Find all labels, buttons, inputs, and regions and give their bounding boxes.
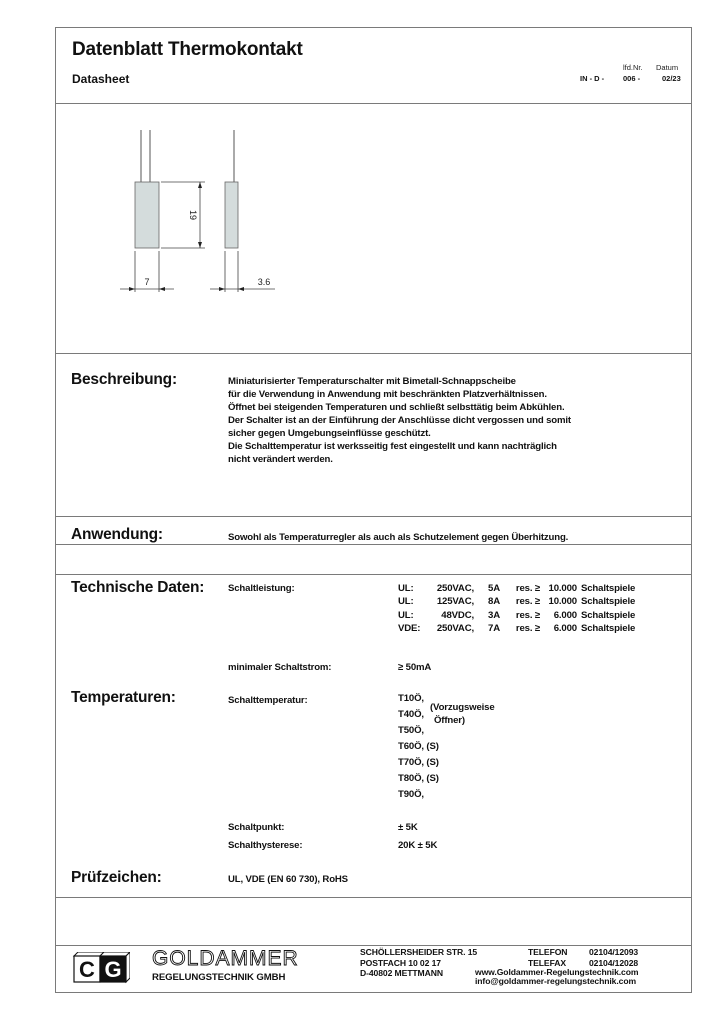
- footer-address: [360, 947, 477, 979]
- schaltleistung-label: Schaltleistung:: [228, 583, 295, 594]
- telefax-value: 02104/12028: [589, 957, 639, 968]
- telefon-label: TELEFON: [528, 947, 568, 957]
- divider-header: [56, 103, 691, 104]
- body-front-view: [135, 182, 159, 248]
- divider-specs: [56, 897, 691, 898]
- beschreibung-line: sicher gegen Umgebungseinflüsse geschützt.: [228, 428, 431, 439]
- address-city: D-40802 METTMANN: [360, 968, 443, 978]
- company-name: GOLDAMMER: [152, 947, 299, 970]
- min-schaltstrom-value: ≥ 50mA: [398, 662, 432, 673]
- dim-width-label: 7: [144, 277, 150, 287]
- dim-height-label: 19: [188, 209, 198, 221]
- company-subname: REGELUNGSTECHNIK GMBH: [152, 972, 286, 983]
- temp-value: T70Ö, (S): [398, 757, 439, 768]
- schaltpunkt-value: ± 5K: [398, 822, 418, 833]
- temp-value: T10Ö,: [398, 693, 424, 704]
- dim-thickness-label: 3.6: [257, 277, 271, 287]
- page-subtitle: Datasheet: [72, 72, 130, 86]
- page-title: Datenblatt Thermokontakt: [72, 39, 303, 60]
- schalttemperatur-label: Schalttemperatur:: [228, 695, 308, 706]
- body-side-view: [225, 182, 238, 248]
- divider-anwendung-top: [56, 544, 691, 545]
- datum-value: 02/23: [662, 74, 681, 83]
- temp-value: T40Ö,: [398, 709, 424, 720]
- datum-label: Datum: [656, 63, 679, 72]
- temp-value: T90Ö,: [398, 789, 424, 800]
- min-schaltstrom-label: minimaler Schaltstrom:: [228, 662, 332, 673]
- schalthysterese-value: 20K ± 5K: [398, 840, 438, 851]
- schaltleistung-table: [398, 583, 661, 637]
- telefon-value: 02104/12093: [589, 947, 639, 957]
- heading-technische-daten: Technische Daten:: [71, 579, 205, 596]
- schalthysterese-label: Schalthysterese:: [228, 840, 303, 851]
- heading-anwendung: Anwendung:: [71, 526, 163, 543]
- pruefzeichen-text: UL, VDE (EN 60 730), RoHS: [228, 874, 348, 885]
- beschreibung-line: Öffnet bei steigenden Temperaturen und schließt selbsttätig beim Abkühlen.: [228, 402, 565, 413]
- beschreibung-line: Miniaturisierter Temperaturschalter mit Bimetall-Schnappscheibe: [228, 376, 516, 387]
- temp-value: T80Ö, (S): [398, 773, 439, 784]
- anwendung-text: Sowohl als Temperaturregler als auch als Schutzelement gegen Überhitzung.: [228, 532, 569, 543]
- divider-anwendung-bottom: [56, 574, 691, 575]
- temp-value: T50Ö,: [398, 725, 424, 736]
- schaltpunkt-label: Schaltpunkt:: [228, 822, 285, 833]
- doc-code: IN - D -: [580, 74, 605, 83]
- lfd-nr-value: 006 -: [623, 74, 641, 83]
- heading-temperaturen: Temperaturen:: [71, 689, 176, 706]
- vorzugsweise-note-line2: Öffner): [434, 715, 465, 726]
- address-street: SCHÖLLERSHEIDER STR. 15: [360, 947, 478, 957]
- beschreibung-line: Der Schalter ist an der Einführung der Anschlüsse dicht vergossen und somit: [228, 415, 571, 426]
- vorzugsweise-note-line1: (Vorzugsweise: [430, 702, 495, 713]
- svg-text:C: C: [79, 957, 95, 982]
- beschreibung-line: Die Schalttemperatur ist werksseitig fest eingestellt und kann nachträglich: [228, 441, 557, 452]
- divider-drawing: [56, 353, 691, 354]
- schaltleistung-row: VDE: 250VAC, 7A res. ≥ 6.000 Schaltspiele: [398, 623, 636, 635]
- beschreibung-text: [228, 375, 571, 466]
- component-drawing: [110, 120, 290, 300]
- footer-web[interactable]: www.Goldammer-Regelungstechnik.com: [475, 967, 639, 977]
- schaltleistung-row: UL: 125VAC, 8A res. ≥ 10.000 Schaltspiele: [398, 596, 636, 608]
- footer-email[interactable]: info@goldammer-regelungstechnik.com: [475, 976, 637, 986]
- heading-pruefzeichen: Prüfzeichen:: [71, 869, 162, 886]
- divider-beschreibung: [56, 516, 691, 517]
- cg-logo-icon: [70, 952, 130, 984]
- lfd-nr-label: lfd.Nr.: [623, 63, 643, 72]
- telefax-label: TELEFAX: [528, 957, 566, 968]
- svg-text:G: G: [104, 957, 122, 982]
- divider-footer: [56, 945, 691, 946]
- schaltleistung-row: UL: 250VAC, 5A res. ≥ 10.000 Schaltspiele: [398, 583, 636, 594]
- address-postfach: POSTFACH 10 02 17: [360, 957, 441, 968]
- beschreibung-line: für die Verwendung in Anwendung mit beschränkten Platzverhältnissen.: [228, 389, 547, 400]
- schaltleistung-row: UL: 48VDC, 3A res. ≥ 6.000 Schaltspiele: [398, 609, 636, 621]
- temp-value: T60Ö, (S): [398, 741, 439, 752]
- company-logo: [70, 952, 130, 984]
- heading-beschreibung: Beschreibung:: [71, 371, 177, 388]
- beschreibung-line: nicht verändert werden.: [228, 454, 333, 465]
